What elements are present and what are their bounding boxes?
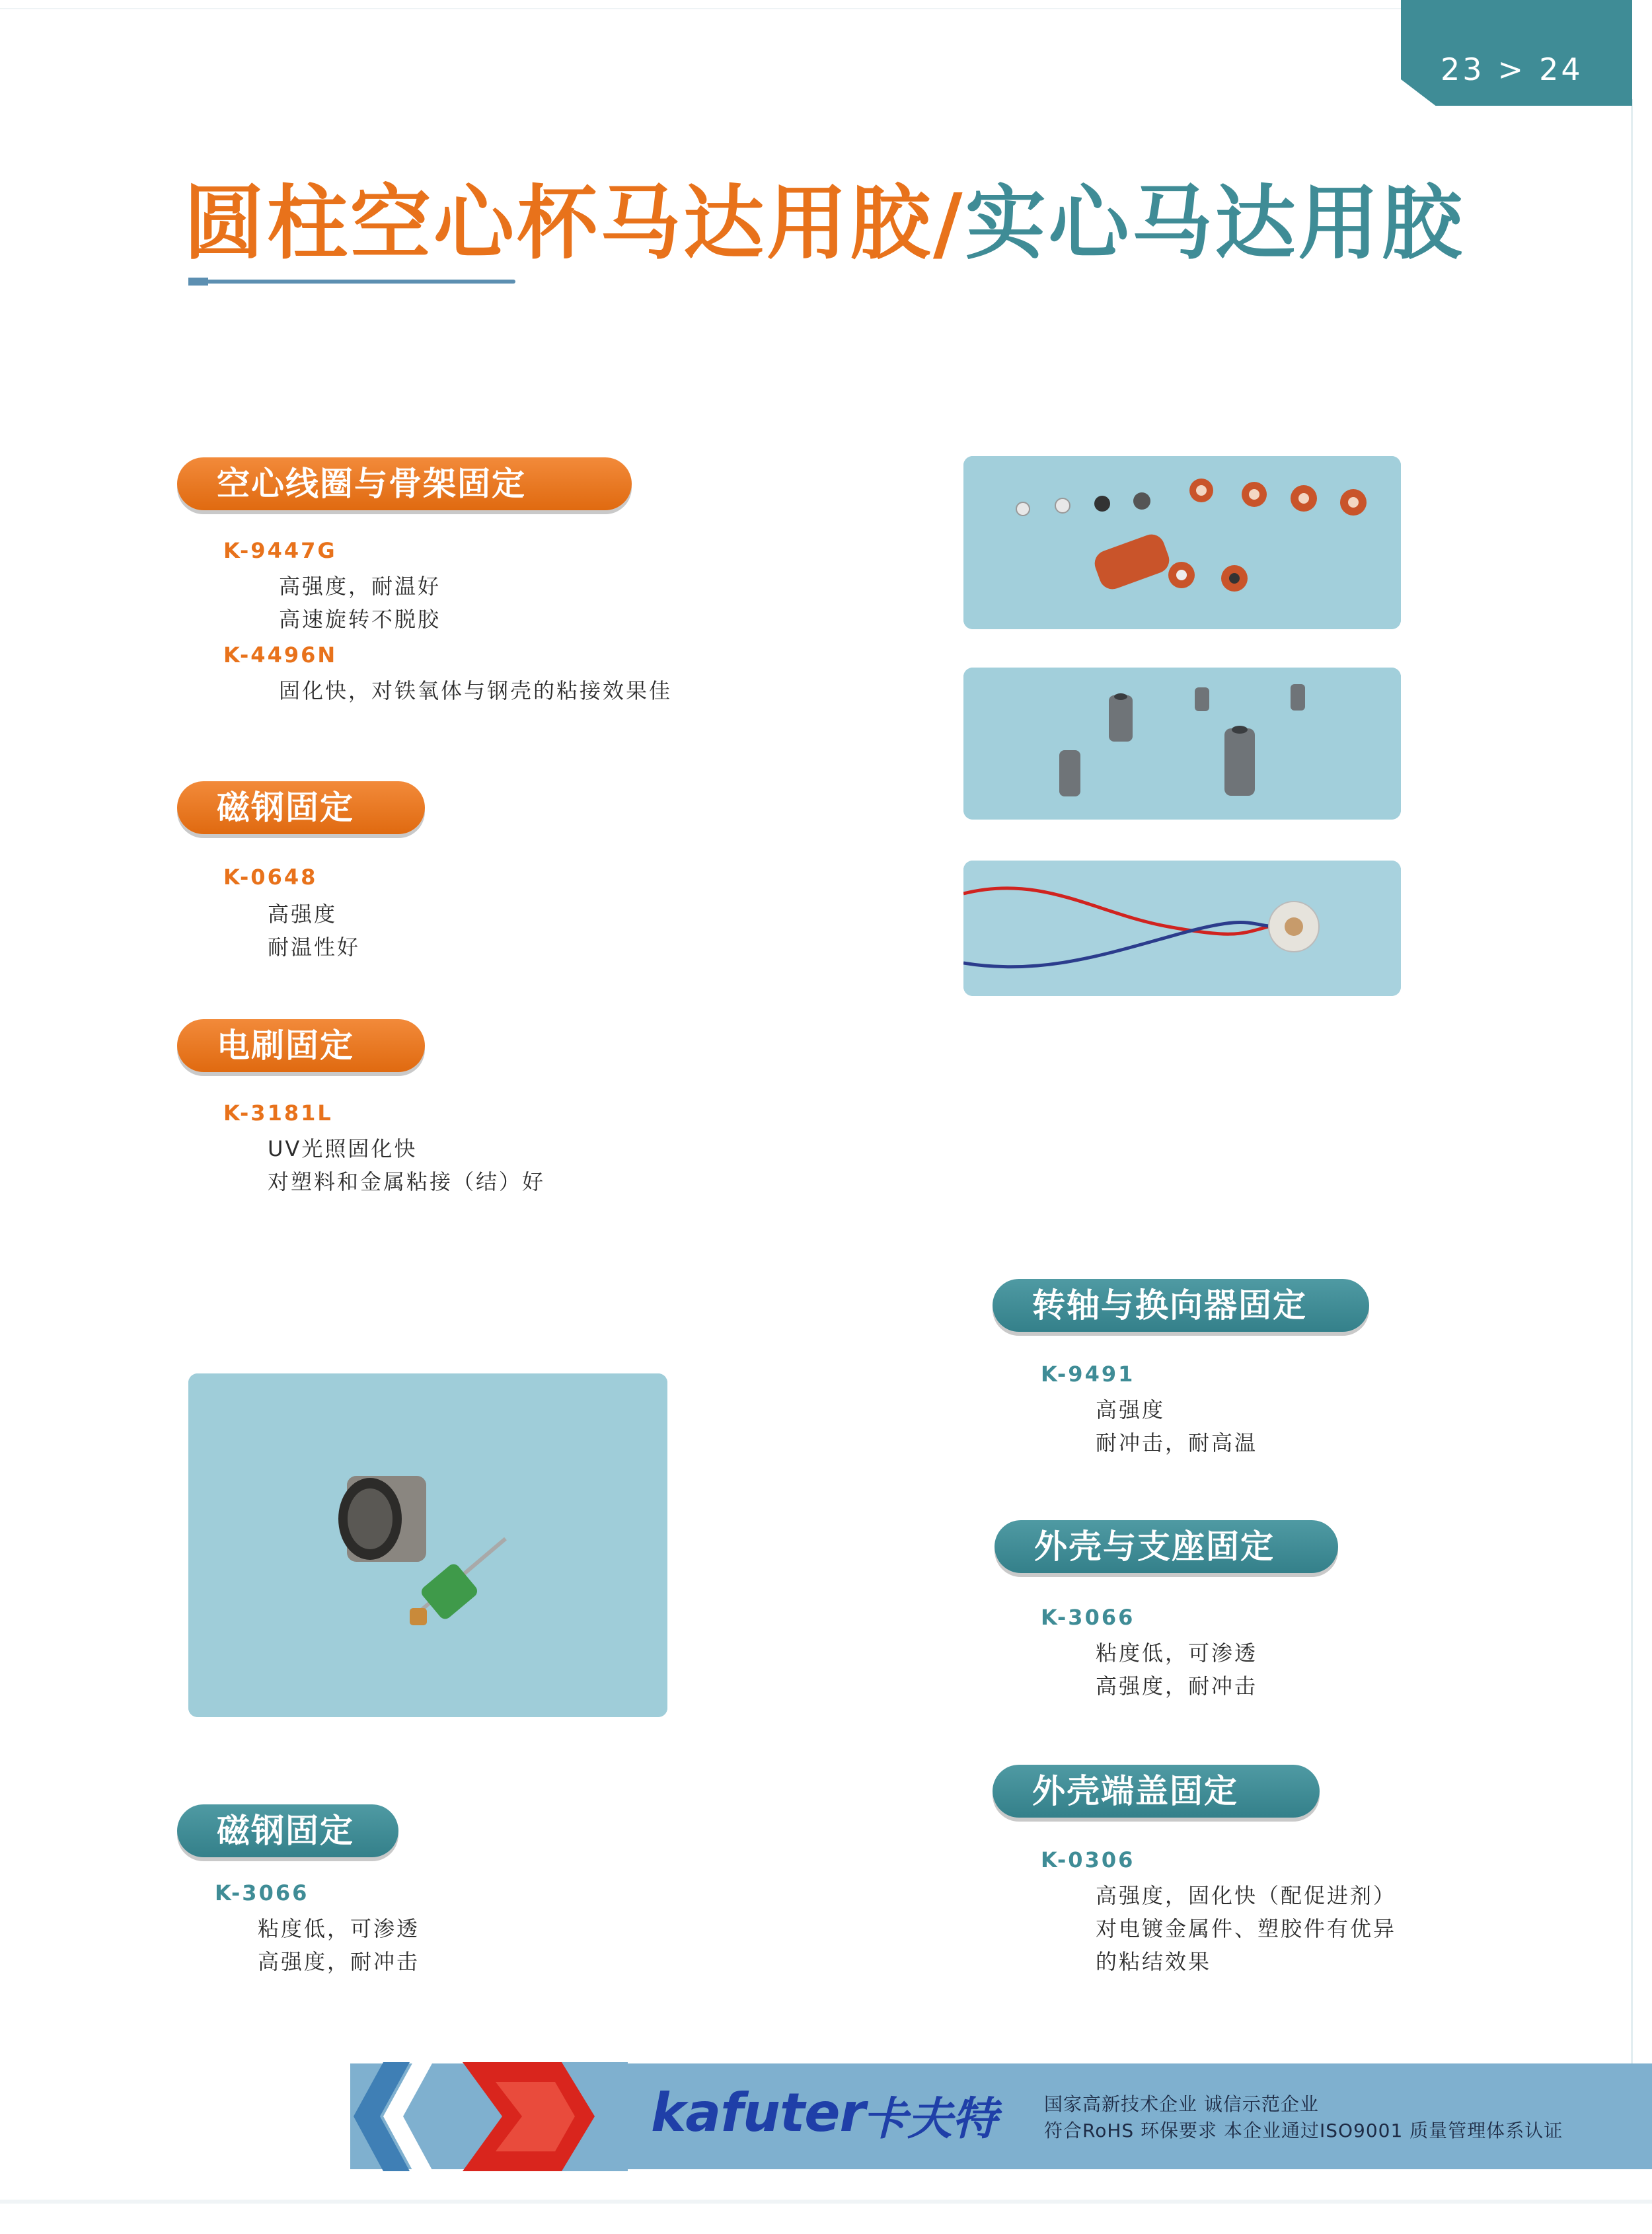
product-code: K-9491 bbox=[1041, 1362, 1135, 1387]
product-code: K-4496N bbox=[223, 642, 338, 668]
product-desc-line: 高强度，固化快（配促进剂） bbox=[1096, 1883, 1397, 1908]
product-desc-line: 高速旋转不脱胶 bbox=[279, 607, 441, 632]
page-separator: > bbox=[1497, 52, 1526, 87]
product-desc-line: 固化快，对铁氧体与钢壳的粘接效果佳 bbox=[279, 678, 673, 703]
product-desc-line: 粘度低，可渗透 bbox=[1096, 1640, 1258, 1666]
product-code: K-3181L bbox=[223, 1100, 333, 1126]
section-heading-magnet: 磁钢固定 bbox=[177, 1804, 398, 1857]
product-desc-line: 的粘结效果 bbox=[1096, 1949, 1212, 1974]
product-desc-line: 高强度，耐冲击 bbox=[1096, 1674, 1258, 1699]
product-code: K-0306 bbox=[1041, 1847, 1135, 1872]
footer-certifications-1: 国家高新技术企业 诚信示范企业 bbox=[1044, 2093, 1319, 2115]
section-heading-shaft: 转轴与换向器固定 bbox=[993, 1279, 1369, 1332]
top-border-line bbox=[0, 8, 1401, 9]
footer-certifications-2: 符合RoHS 环保要求 本企业通过ISO9001 质量管理体系认证 bbox=[1044, 2120, 1563, 2141]
product-desc-line: UV光照固化快 bbox=[268, 1136, 418, 1161]
page-next: 24 bbox=[1539, 52, 1583, 87]
product-desc-line: 高强度，耐冲击 bbox=[258, 1949, 420, 1974]
product-code: K-9447G bbox=[223, 538, 337, 563]
product-desc-line: 高强度 bbox=[268, 902, 338, 927]
product-code: K-3066 bbox=[1041, 1605, 1135, 1630]
title-underline-cap bbox=[188, 278, 208, 286]
brand-logo-cn: 卡夫特 bbox=[862, 2093, 998, 2145]
product-desc-line: 高强度 bbox=[1096, 1397, 1166, 1422]
page-current: 23 bbox=[1441, 52, 1485, 87]
section-heading-housing-cap: 外壳端盖固定 bbox=[993, 1765, 1320, 1818]
product-desc-line: 耐冲击，耐高温 bbox=[1096, 1430, 1258, 1455]
product-desc-line: 对电镀金属件、塑胶件有优异 bbox=[1096, 1916, 1397, 1941]
product-desc-line: 耐温性好 bbox=[268, 935, 361, 960]
bottom-border-line bbox=[0, 2200, 1652, 2204]
product-desc-line: 粘度低，可渗透 bbox=[258, 1916, 420, 1941]
photo-brush bbox=[963, 861, 1401, 996]
section-heading-magnet: 磁钢固定 bbox=[177, 781, 425, 834]
product-desc-line: 高强度，耐温好 bbox=[279, 574, 441, 599]
right-border-line bbox=[1631, 99, 1633, 2155]
section-heading-coil: 空心线圈与骨架固定 bbox=[177, 457, 632, 510]
product-desc-line: 对塑料和金属粘接（结）好 bbox=[268, 1169, 546, 1194]
section-heading-housing-mount: 外壳与支座固定 bbox=[995, 1520, 1338, 1573]
title-part-orange: 圆柱空心杯马达用胶/ bbox=[184, 176, 965, 270]
title-part-teal: 实心马达用胶 bbox=[965, 176, 1465, 270]
page-numbers bbox=[1434, 52, 1632, 87]
photo-motor bbox=[188, 1373, 667, 1717]
page-title bbox=[184, 159, 1465, 274]
product-code: K-0648 bbox=[223, 865, 318, 890]
photo-magnets bbox=[963, 668, 1401, 820]
photo-coils bbox=[963, 456, 1401, 629]
footer-chevron-logo bbox=[344, 2062, 628, 2171]
section-heading-brush: 电刷固定 bbox=[177, 1019, 425, 1072]
title-underline bbox=[188, 280, 515, 284]
product-code: K-3066 bbox=[215, 1880, 309, 1906]
brand-logo-text: kafuter bbox=[651, 2082, 865, 2143]
